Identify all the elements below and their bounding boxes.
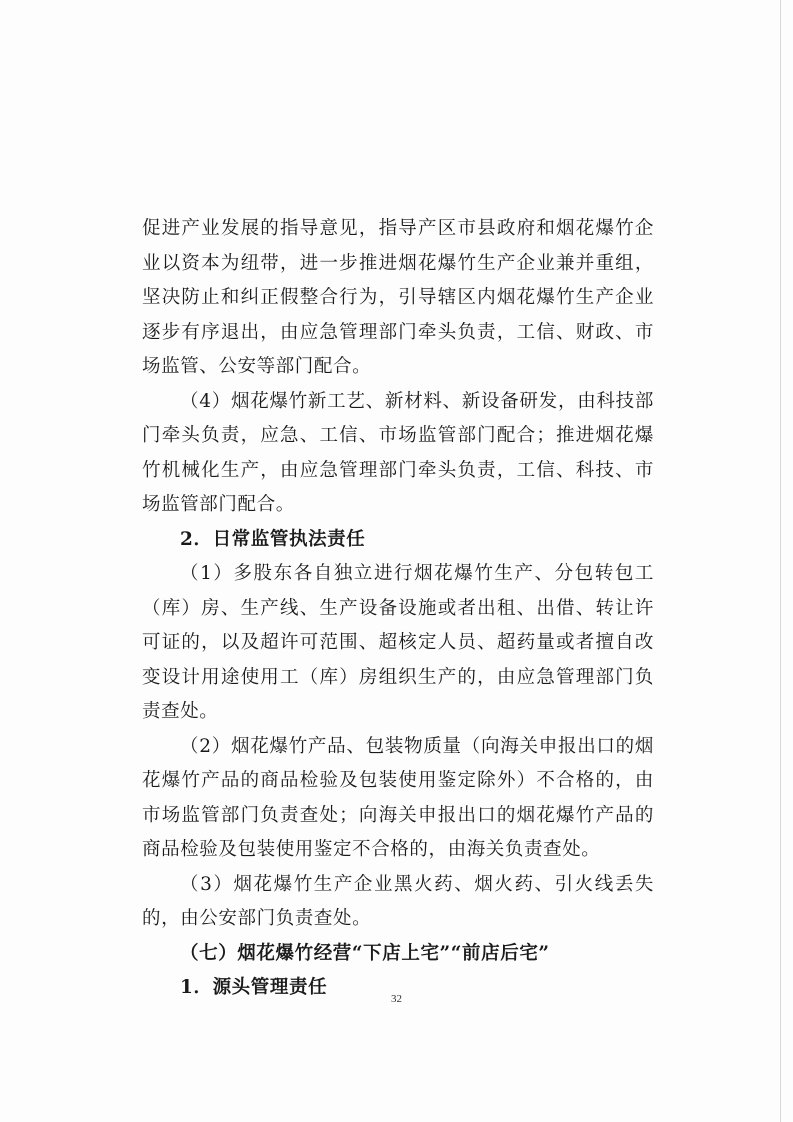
page-number: 32 — [391, 993, 402, 1005]
paragraph-item-1: （1）多股东各自独立进行烟花爆竹生产、分包转包工（库）房、生产线、生产设备设施或者出租、出借、转让许可证的，以及超许可范围、超核定人员、超药量或者擅自改变设计用途使用工（库）房组织生产的，由应急管理部门负责查处。 — [142, 563, 654, 722]
page-body — [142, 212, 654, 1006]
paragraph-item-3: （3）烟花爆竹生产企业黑火药、烟火药、引火线丢失的，由公安部门负责查处。 — [142, 873, 654, 929]
scan-edge-line — [780, 0, 781, 1122]
section-heading-source-management: 1．源头管理责任 — [180, 977, 328, 998]
section-heading-daily-supervision: 2．日常监管执法责任 — [180, 528, 366, 550]
section-heading-seven: （七）烟花爆竹经营“下店上宅”“前店后宅” — [180, 942, 550, 964]
paragraph-item-4: （4）烟花爆竹新工艺、新材料、新设备研发，由科技部门牵头负责，应急、工信、市场监管部门配合；推进烟花爆竹机械化生产，由应急管理部门牵头负责，工信、科技、市场监管部门配合。 — [142, 390, 654, 515]
paragraph-continuation: 促进产业发展的指导意见，指导产区市县政府和烟花爆竹企业以资本为纽带，进一步推进烟花爆竹生产企业兼并重组，坚决防止和纠正假整合行为，引导辖区内烟花爆竹生产企业逐步有序退出，由应急管理部门牵头负责，工信、财政、市场监管、公安等部门配合。 — [142, 218, 654, 377]
paragraph-item-2: （2）烟花爆竹产品、包装物质量（向海关申报出口的烟花爆竹产品的商品检验及包装使用鉴定除外）不合格的，由市场监管部门负责查处；向海关申报出口的烟花爆竹产品的商品检验及包装使用鉴定不合格的，由海关负责查处。 — [142, 735, 654, 860]
